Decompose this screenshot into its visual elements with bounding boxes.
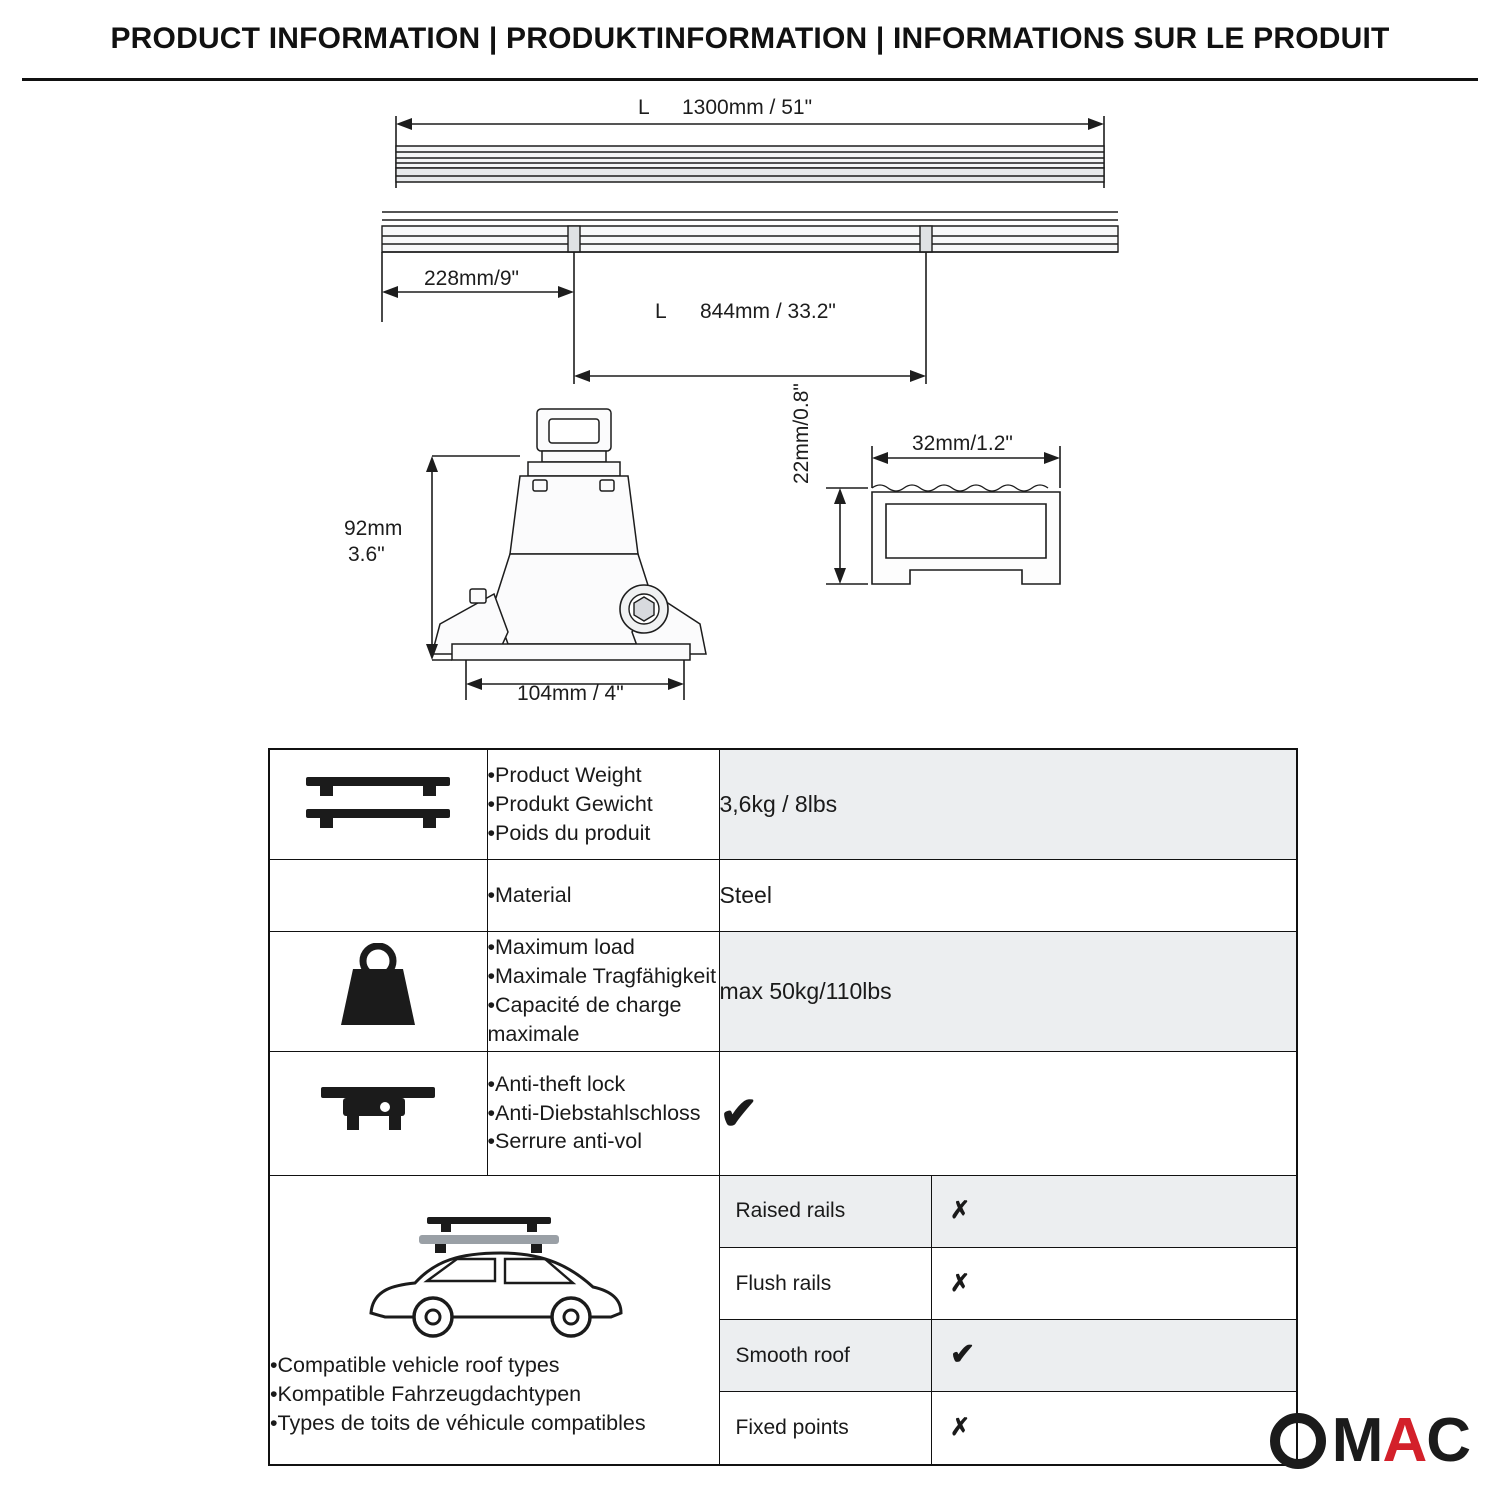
logo-m: M <box>1331 1406 1383 1475</box>
compat-label-fr: •Types de toits de véhicule compatibles <box>270 1411 646 1435</box>
car-with-rack-icon <box>270 1201 719 1347</box>
load-label-en: •Maximum load <box>487 935 635 960</box>
load-labels <box>487 931 719 1051</box>
profile-width-dim: 32mm/1.2" <box>912 432 1013 455</box>
load-label-de: •Maximale Tragfähigkeit <box>487 964 717 989</box>
lock-check-icon: ✔ <box>719 1087 759 1139</box>
table-row <box>269 859 1297 931</box>
load-label-fr: •Capacité de charge maximale <box>487 993 682 1046</box>
compat-label-de: •Kompatible Fahrzeugdachtypen <box>270 1381 582 1406</box>
table-row-compatibility <box>269 1175 1297 1465</box>
table-row <box>269 931 1297 1051</box>
bar-length-prefix: L <box>638 96 650 119</box>
header-divider <box>22 78 1478 81</box>
compat-name: Fixed points <box>720 1392 932 1464</box>
compat-row-raised-rails <box>720 1176 1297 1248</box>
check-icon: ✔ <box>950 1338 976 1371</box>
material-value: Steel <box>719 859 1297 931</box>
compat-label-en: •Compatible vehicle roof types <box>270 1352 560 1377</box>
profile-height-dim: 22mm/0.8" <box>790 383 813 484</box>
compat-mark <box>932 1392 1297 1464</box>
compat-name: Flush rails <box>720 1248 932 1320</box>
material-label: •Material <box>487 882 572 907</box>
compatibility-matrix-cell <box>719 1175 1297 1465</box>
compat-mark <box>932 1248 1297 1320</box>
crossbars-icon <box>269 749 487 859</box>
material-icon-placeholder <box>269 859 487 931</box>
spec-table <box>268 748 1298 1466</box>
compat-row-flush-rails <box>720 1248 1297 1320</box>
weight-label-en: •Product Weight <box>487 763 642 788</box>
span-value: 844mm / 33.2" <box>700 300 836 323</box>
compat-row-smooth-roof <box>720 1320 1297 1392</box>
material-labels <box>487 859 719 931</box>
page-title: PRODUCT INFORMATION | PRODUKTINFORMATION | INFORMATIONS SUR LE PRODUIT <box>110 22 1390 55</box>
bar-length-value: 1300mm / 51" <box>682 96 813 119</box>
foot-height-mm: 92mm <box>344 517 403 540</box>
foot-height-in: 3.6" <box>348 543 385 566</box>
load-value: max 50kg/110lbs <box>719 931 1297 1051</box>
compatibility-labels <box>270 1351 719 1438</box>
compatibility-matrix <box>720 1176 1297 1464</box>
logo-o-icon <box>1270 1413 1326 1469</box>
logo-c: C <box>1426 1406 1470 1475</box>
weight-labels <box>487 749 719 859</box>
compat-name: Raised rails <box>720 1176 932 1248</box>
compat-mark <box>932 1176 1297 1248</box>
compat-row-fixed-points <box>720 1392 1297 1464</box>
cross-icon: ✗ <box>950 1269 971 1297</box>
table-row <box>269 1051 1297 1175</box>
lock-labels <box>487 1051 719 1175</box>
weight-icon <box>269 931 487 1051</box>
table-row <box>269 749 1297 859</box>
technical-drawings <box>0 84 1500 744</box>
logo-a: A <box>1382 1406 1427 1475</box>
omac-logo <box>1270 1405 1470 1476</box>
lock-label-en: •Anti-theft lock <box>487 1071 626 1096</box>
cross-icon: ✗ <box>950 1197 971 1225</box>
lock-label-fr: •Serrure anti-vol <box>487 1129 642 1154</box>
foot-offset-dim: 228mm/9" <box>424 267 519 290</box>
weight-value: 3,6kg / 8lbs <box>719 749 1297 859</box>
compatibility-labels-cell <box>269 1175 719 1465</box>
lock-icon <box>269 1051 487 1175</box>
lock-label-de: •Anti-Diebstahlschloss <box>487 1100 701 1125</box>
weight-label-de: •Produkt Gewicht <box>487 791 653 816</box>
cross-icon: ✗ <box>950 1413 971 1441</box>
span-prefix: L <box>655 300 667 323</box>
compat-mark <box>932 1320 1297 1392</box>
lock-value <box>719 1051 1297 1175</box>
drawing-svg <box>0 84 1500 744</box>
compat-name: Smooth roof <box>720 1320 932 1392</box>
weight-label-fr: •Poids du produit <box>487 820 651 845</box>
foot-width-dim: 104mm / 4" <box>517 682 624 705</box>
